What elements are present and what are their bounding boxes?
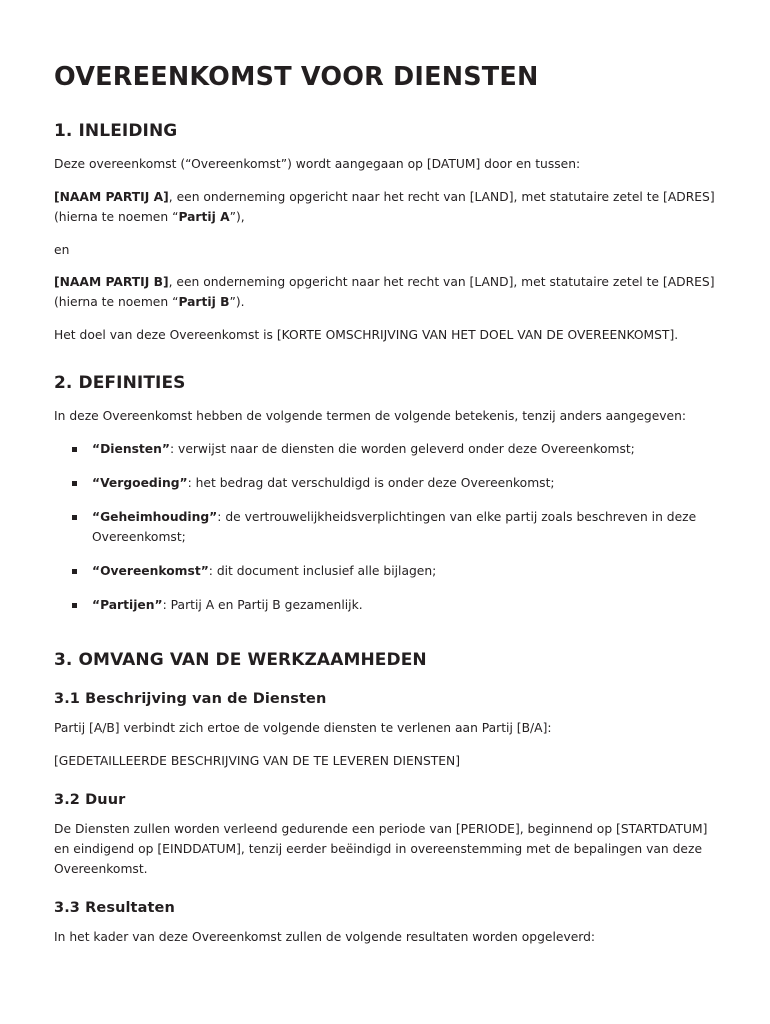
- section-inleiding: [54, 121, 716, 347]
- subsection-3-1-paragraph-1: Partij [A/B] verbindt zich ertoe de volgende diensten te verlenen aan Partij [B/A]:: [54, 721, 552, 736]
- bullet-icon: [72, 603, 77, 608]
- section-omvang-werkzaamheden: [54, 650, 716, 948]
- definitions-intro: In deze Overeenkomst hebben de volgende termen de volgende betekenis, tenzij anders aangegeven:: [54, 409, 687, 424]
- bullet-icon: [72, 447, 77, 452]
- definition-term: “Geheimhouding”: [92, 510, 218, 525]
- subsection-heading-3-2: 3.2 Duur: [54, 791, 126, 808]
- section-heading-3: 3. OMVANG VAN DE WERKZAAMHEDEN: [54, 649, 427, 670]
- subsection-heading-3-1: 3.1 Beschrijving van de Diensten: [54, 691, 327, 708]
- definitions-list: [54, 440, 716, 615]
- definition-term: “Overeenkomst”: [92, 563, 209, 578]
- definition-description: : Partij A en Partij B gezamenlijk.: [162, 597, 363, 612]
- page-title: OVEREENKOMST VOOR DIENSTEN: [54, 62, 539, 92]
- list-item: [54, 562, 716, 582]
- definition-term: “Diensten”: [92, 442, 170, 457]
- definition-description: : verwijst naar de diensten die worden geleverd onder deze Overeenkomst;: [169, 442, 635, 457]
- list-item: [54, 474, 716, 494]
- party-a-end: ”),: [229, 209, 245, 224]
- section-definities: [54, 373, 716, 616]
- bullet-icon: [72, 515, 77, 520]
- definition-description: : het bedrag dat verschuldigd is onder deze Overeenkomst;: [187, 476, 555, 491]
- section-heading-1: 1. INLEIDING: [54, 120, 178, 141]
- party-a-text: , een onderneming opgericht naar het recht van [LAND], met statutaire zetel te [ADRES] (hierna te noemen “: [54, 189, 715, 224]
- intro-paragraph: Deze overeenkomst (“Overeenkomst”) wordt aangegaan op [DATUM] door en tussen:: [54, 156, 581, 171]
- purpose-paragraph: Het doel van deze Overeenkomst is [KORTE OMSCHRIJVING VAN HET DOEL VAN DE OVEREENKOMST].: [54, 328, 679, 343]
- bullet-icon: [72, 569, 77, 574]
- subsection-3-1-paragraph-2: [GEDETAILLEERDE BESCHRIJVING VAN DE TE LEVEREN DIENSTEN]: [54, 754, 461, 769]
- list-item: [54, 508, 716, 548]
- party-b-label: Partij B: [178, 295, 230, 310]
- party-a-paragraph: [54, 188, 716, 228]
- bullet-icon: [72, 481, 77, 486]
- party-a-name: [NAAM PARTIJ A]: [54, 189, 169, 204]
- definition-term: “Partijen”: [92, 597, 163, 612]
- list-item: [54, 440, 716, 460]
- party-a-label: Partij A: [178, 209, 230, 224]
- definition-description: : de vertrouwelijkheidsverplichtingen van elke partij zoals beschreven in deze Overeenkomst;: [92, 510, 697, 545]
- party-b-name: [NAAM PARTIJ B]: [54, 275, 169, 290]
- subsection-3-3-paragraph-1: In het kader van deze Overeenkomst zullen de volgende resultaten worden opgeleverd:: [54, 929, 596, 944]
- subsection-3-2-paragraph-1: De Diensten zullen worden verleend gedurende een periode van [PERIODE], beginnend op [STARTDATUM] en eindigend op [EINDDATUM], tenzij eerder beëindigd in overeenstemming met de bepalingen van deze Overeenkomst.: [54, 822, 708, 876]
- definition-term: “Vergoeding”: [92, 476, 188, 491]
- subsection-heading-3-3: 3.3 Resultaten: [54, 899, 175, 916]
- party-b-end: ”).: [229, 295, 245, 310]
- definition-description: : dit document inclusief alle bijlagen;: [208, 563, 437, 578]
- party-b-paragraph: [54, 273, 716, 313]
- list-item: [54, 596, 716, 616]
- party-b-text: , een onderneming opgericht naar het recht van [LAND], met statutaire zetel te [ADRES] (hierna te noemen “: [54, 275, 715, 310]
- section-heading-2: 2. DEFINITIES: [54, 373, 186, 394]
- connector-paragraph: en: [54, 242, 70, 257]
